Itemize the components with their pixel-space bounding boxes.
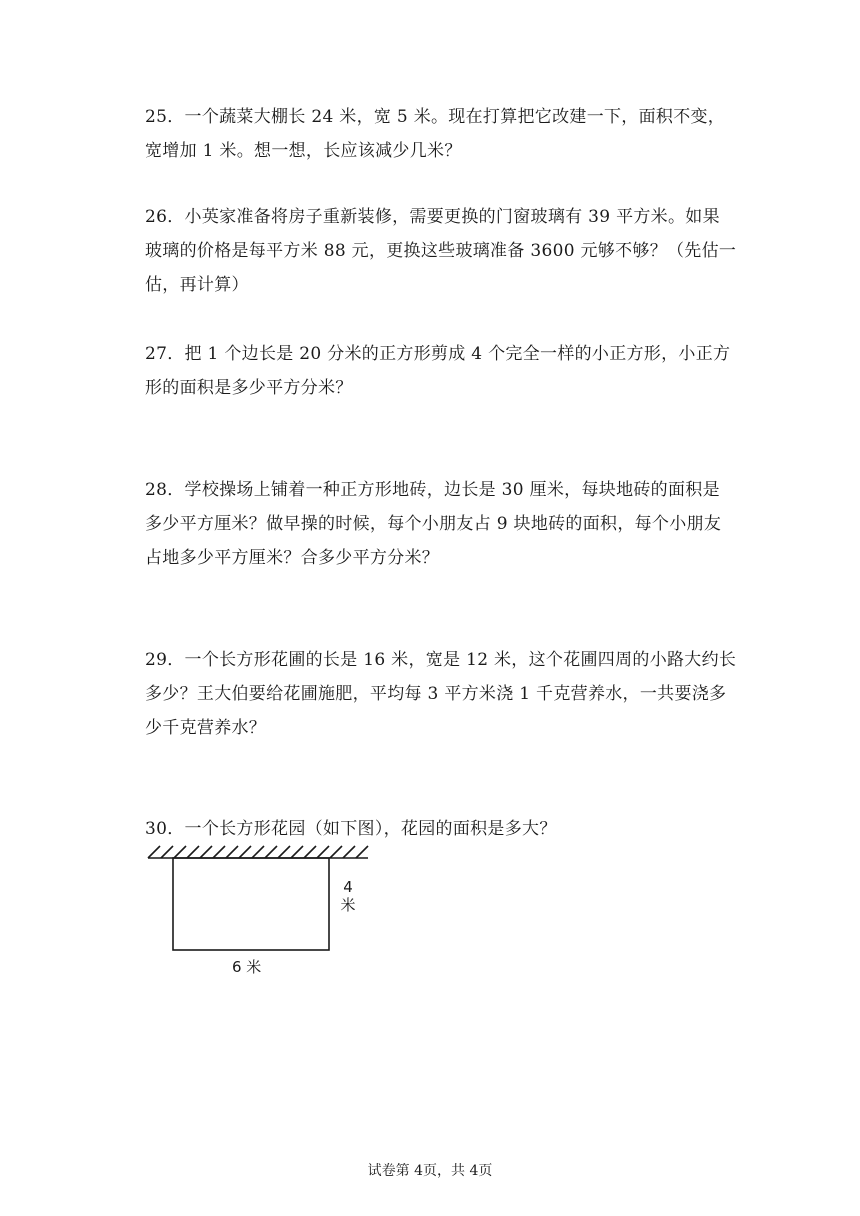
question-text-line: 29．一个长方形花圃的长是 16 米，宽是 12 米，这个花圃四周的小路大约长 (145, 650, 737, 670)
question-28 (145, 473, 725, 575)
question-26 (145, 200, 737, 302)
question-29 (145, 643, 737, 745)
width-label: 6 米 (232, 958, 262, 976)
question-text-line: 少千克营养水？ (145, 718, 267, 738)
page-footer: 试卷第 4页，共 4页 (367, 1163, 493, 1179)
question-text-line: 30．一个长方形花园（如下图），花园的面积是多大？ (145, 819, 557, 839)
height-label-number: 4 (343, 878, 353, 896)
question-25 (145, 100, 725, 168)
question-text-line: 多少平方厘米？做早操的时候，每个小朋友占 9 块地砖的面积，每个小朋友 (145, 514, 722, 534)
question-text-line: 玻璃的价格是每平方米 88 元，更换这些玻璃准备 3600 元够不够？（先估一 (145, 241, 737, 261)
garden-rectangle-figure (140, 842, 380, 982)
question-text-line: 28．学校操场上铺着一种正方形地砖，边长是 30 厘米，每块地砖的面积是 (145, 480, 720, 500)
garden-rectangle (173, 858, 329, 950)
question-text-line: 占地多少平方厘米？合多少平方分米？ (145, 548, 440, 568)
question-text-line: 25．一个蔬菜大棚长 24 米，宽 5 米。现在打算把它改建一下，面积不变， (145, 107, 726, 127)
question-text-line: 形的面积是多少平方分米？ (145, 378, 353, 398)
question-text-line: 估，再计算） (145, 275, 249, 295)
height-label-unit: 米 (340, 896, 356, 914)
question-30 (145, 812, 725, 846)
question-27 (145, 337, 731, 405)
question-text-line: 27．把 1 个边长是 20 分米的正方形剪成 4 个完全一样的小正方形，小正方 (145, 344, 731, 364)
wall-hatching (148, 846, 368, 858)
question-text-line: 多少？王大伯要给花圃施肥，平均每 3 平方米浇 1 千克营养水，一共要浇多 (145, 684, 727, 704)
height-label (338, 878, 358, 914)
question-text-line: 26．小英家准备将房子重新装修，需要更换的门窗玻璃有 39 平方米。如果 (145, 207, 720, 227)
question-text-line: 宽增加 1 米。想一想，长应该减少几米？ (145, 141, 462, 161)
